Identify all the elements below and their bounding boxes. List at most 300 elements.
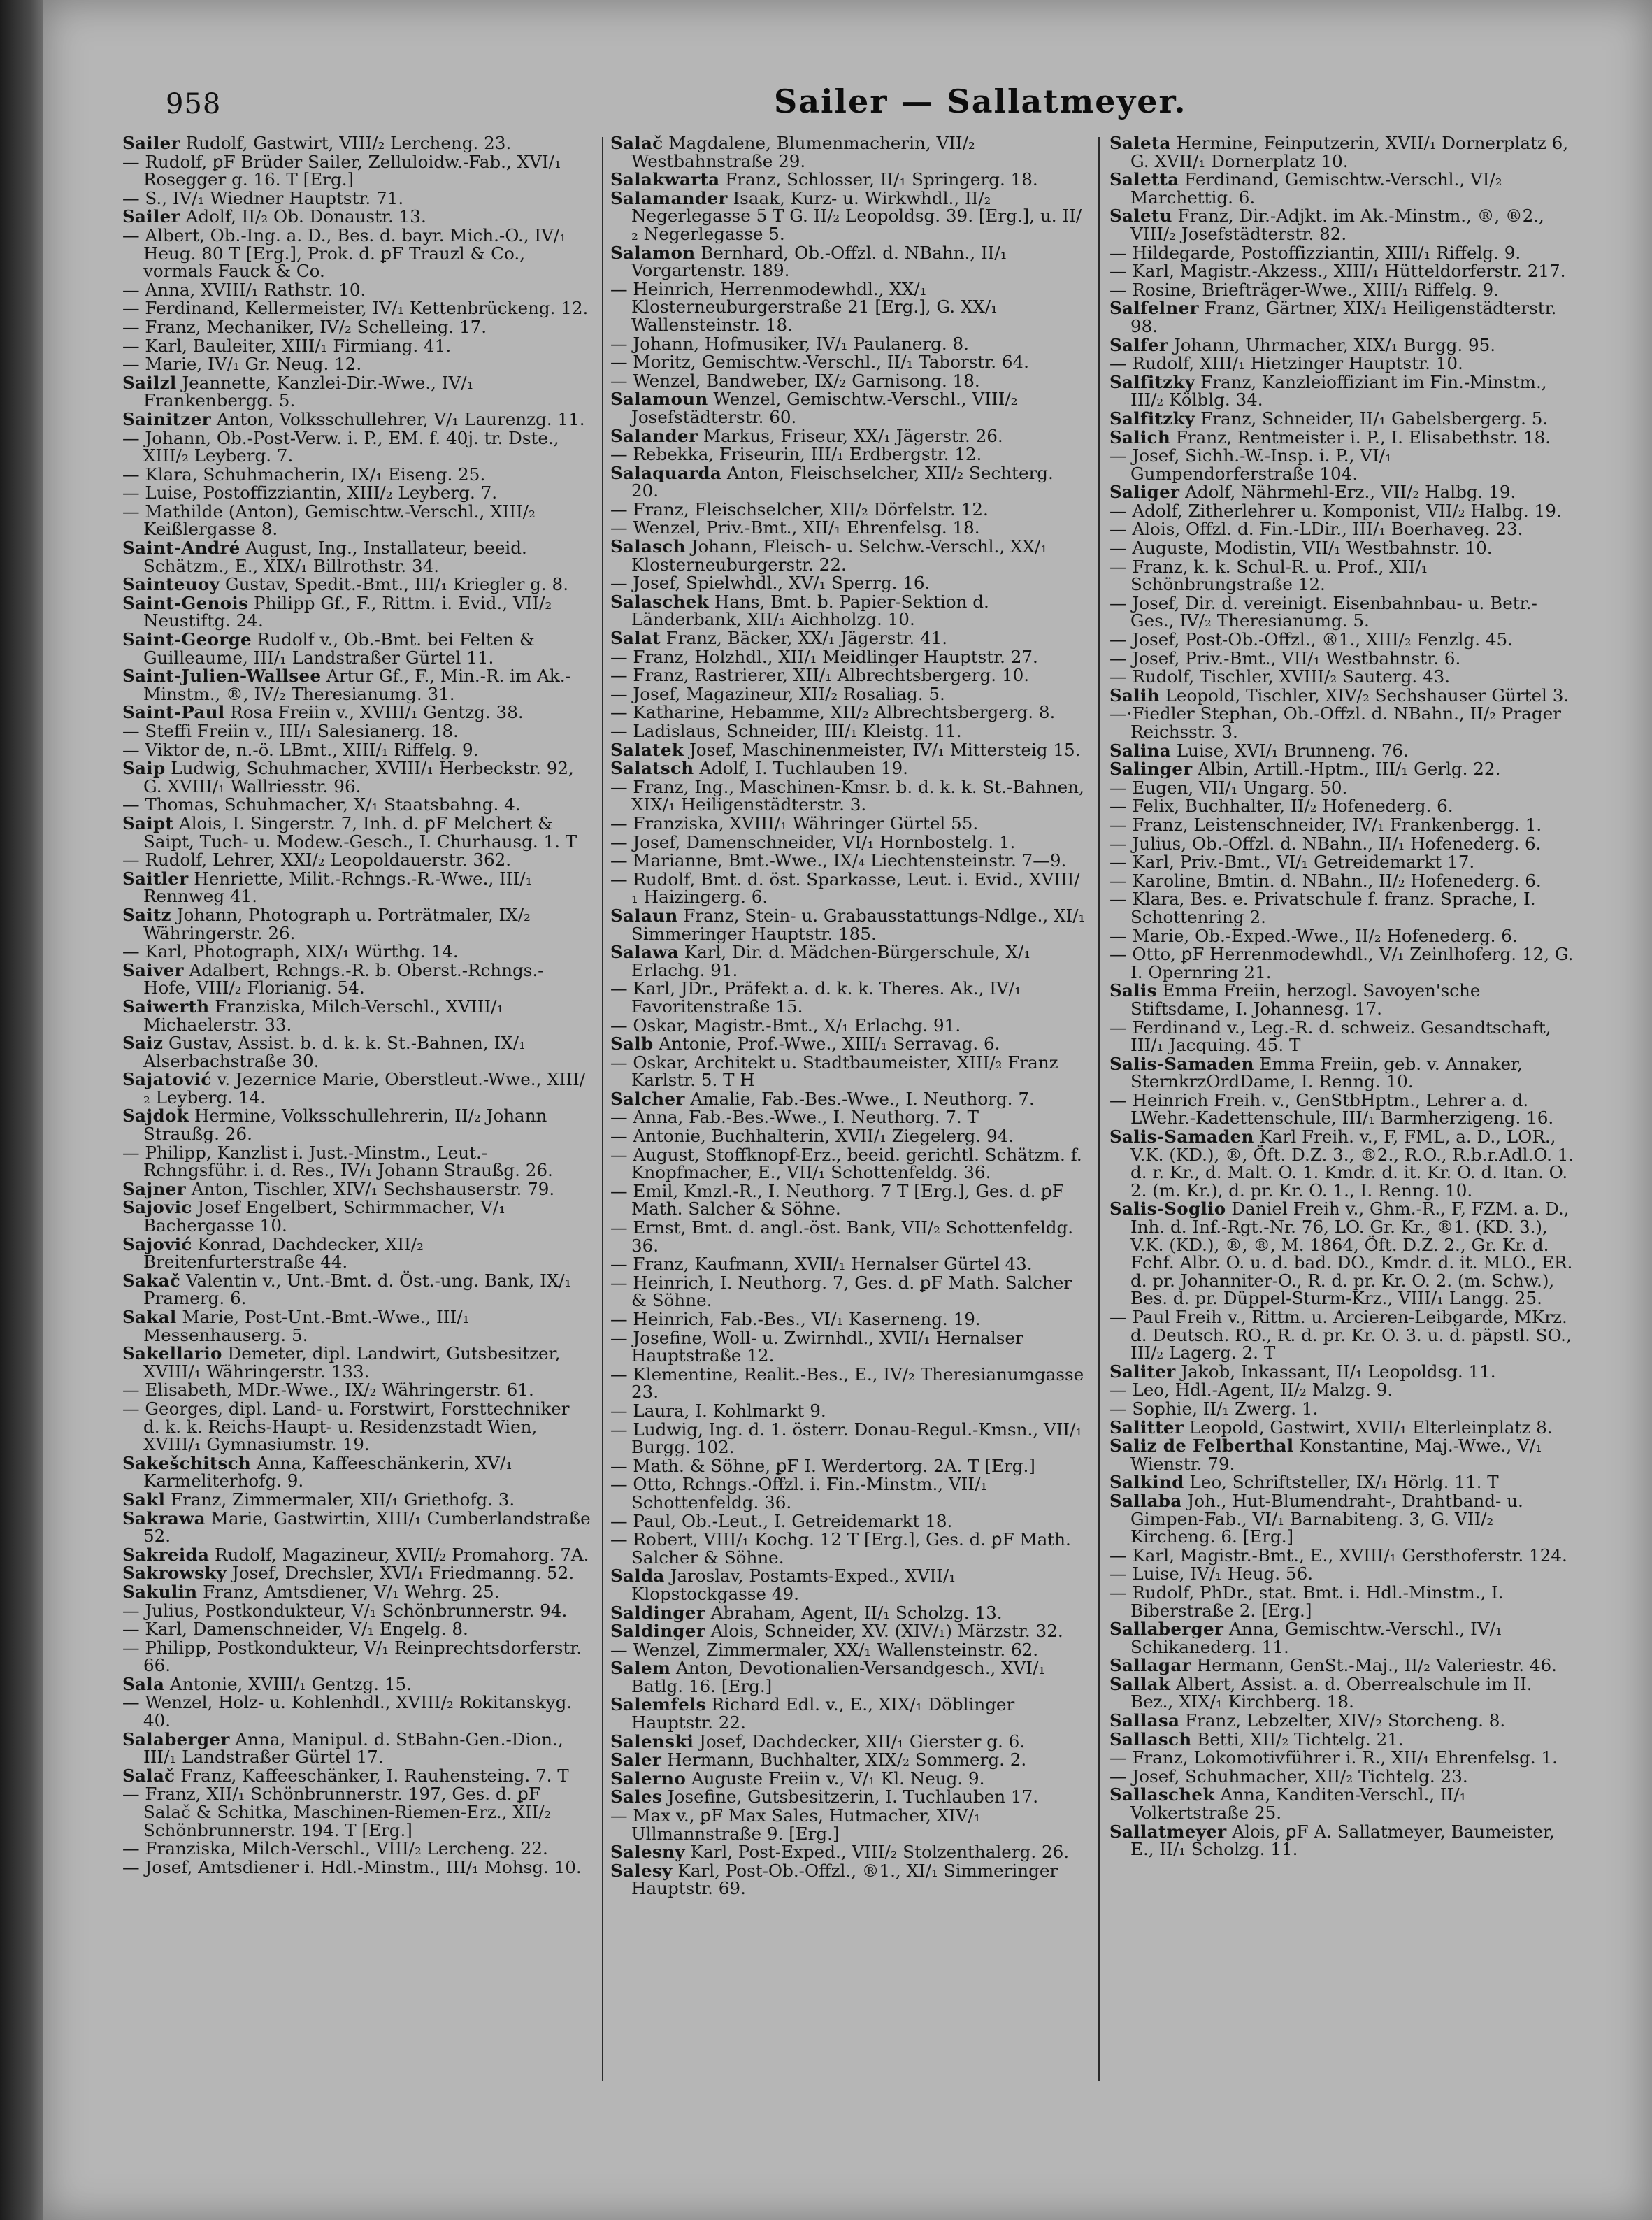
entry-details: — Ladislaus, Schneider, III/₁ Kleistg. 11. (610, 721, 962, 741)
directory-entry (122, 1728, 591, 1768)
entry-details: Valentin v., Unt.-Bmt. d. Öst.-ung. Bank, IX/₁ Pramerg. 6. (143, 1270, 572, 1309)
entry-details: Marie, Post-Unt.-Bmt.-Wwe., III/₁ Messenhauserg. 5. (143, 1307, 470, 1345)
entry-surname: Salatsch (610, 758, 694, 779)
entry-surname: Salinger (1109, 759, 1193, 780)
entry-details: — Ernst, Bmt. d. angl.-öst. Bank, VII/₂ Schottenfeldg. 36. (610, 1217, 1074, 1256)
directory-entry (1109, 1823, 1576, 1859)
directory-entry (1109, 539, 1576, 557)
entry-details: — August, Stoffknopf-Erz., beeid. gerichtl. Schätzm. f. Knopfmacher, E., VII/₁ Schottenfeldg. 36. (610, 1144, 1082, 1183)
directory-entry (122, 281, 591, 299)
entry-details: — Adolf, Zitherlehrer u. Komponist, VII/₂ Halbg. 19. (1109, 500, 1562, 521)
entry-details: — Julius, Postkondukteur, V/₁ Schönbrunnerstr. 94. (122, 1600, 568, 1621)
entry-surname: Sallaschek (1109, 1784, 1215, 1805)
entry-surname: Salfelner (1109, 298, 1199, 319)
entry-details: — Josef, Spielwhdl., XV/₁ Sperrg. 16. (610, 573, 931, 594)
entry-details: — Julius, Ob.-Offzl. d. NBahn., II/₁ Hofenederg. 6. (1109, 833, 1542, 854)
directory-entry (1109, 816, 1576, 834)
directory-entry (610, 1622, 1086, 1640)
entry-details: Bernhard, Ob.-Offzl. d. NBahn., II/₁ Vorgartenstr. 189. (631, 242, 1007, 281)
entry-details: — Thomas, Schuhmacher, X/₁ Staatsbahng. 4. (122, 794, 521, 815)
directory-entry (1109, 1437, 1576, 1473)
entry-details: Franz, Gärtner, XIX/₁ Heiligenstädterstr. 98. (1130, 298, 1557, 336)
entry-details: — Josef, Amtsdiener i. Hdl.-Minstm., III/₁ Mohsg. 10. (122, 1856, 582, 1877)
directory-entry (1109, 647, 1576, 668)
directory-entry (122, 1308, 591, 1344)
entry-details: Antonie, Prof.-Wwe., XIII/₁ Serravag. 6. (653, 1033, 1000, 1054)
entry-details: — Steffi Freiin v., III/₁ Salesianerg. 18. (122, 721, 459, 741)
page-number: 958 (166, 88, 222, 120)
book-gutter-shadow (0, 0, 43, 2220)
directory-entry (610, 171, 1086, 189)
entry-surname: Salem (610, 1658, 671, 1679)
entry-details: — Ferdinand v., Leg.-R. d. schweiz. Gesandtschaft, III/₁ Jacquing. 45. T (1109, 1017, 1551, 1056)
entry-surname: Saletu (1109, 206, 1172, 227)
entry-details: Jakob, Inkassant, II/₁ Leopoldsg. 11. (1175, 1361, 1496, 1382)
directory-entry (610, 1770, 1086, 1788)
directory-entry (1109, 1712, 1576, 1730)
directory-entry (122, 1180, 591, 1198)
entry-details: Isaak, Kurz- u. Wirkwhdl., II/₂ Negerlegasse 5 T G. II/₂ Leopoldsg. 39. [Erg.], u. II/₂ Negerlegasse 5. (631, 187, 1082, 244)
directory-entry (610, 1402, 1086, 1420)
directory-entry (122, 1546, 591, 1564)
entry-details: — Wenzel, Bandweber, IX/₂ Garnisong. 18. (610, 370, 980, 391)
entry-details: — Josef, Post-Ob.-Offzl., ®1., XIII/₂ Fenzlg. 45. (1109, 629, 1513, 650)
entry-details: Franziska, Milch-Verschl., XVIII/₁ Michaelerstr. 33. (143, 996, 504, 1035)
directory-entry (122, 1454, 591, 1490)
entry-details: Anton, Volksschullehrer, V/₁ Laurenzg. 11. (210, 408, 585, 429)
directory-entry (610, 943, 1086, 979)
entry-details: Abraham, Agent, II/₁ Scholzg. 13. (705, 1602, 1003, 1623)
entry-details: — Marianne, Bmt.-Wwe., IX/₄ Liechtensteinstr. 7—9. (610, 850, 1067, 871)
entry-details: — Franz, Holzhdl., XII/₁ Meidlinger Hauptstr. 27. (610, 646, 1038, 667)
directory-entry (1109, 1473, 1576, 1491)
directory-entry (610, 280, 1086, 334)
directory-entry (1109, 1400, 1576, 1418)
directory-entry (1109, 1128, 1576, 1199)
entry-details: Alois, Schneider, XV. (XIV/₁) Märzstr. 32. (705, 1621, 1063, 1642)
directory-entry (610, 629, 1086, 647)
directory-entry (610, 593, 1086, 629)
entry-details: Marie, Gastwirtin, XIII/₁ Cumberlandstraße 52. (143, 1508, 591, 1547)
entry-details: Josef, Maschinenmeister, IV/₁ Mittersteig 15. (684, 739, 1081, 760)
directory-entry (122, 870, 591, 905)
directory-entry (610, 1035, 1086, 1053)
entry-details: Albert, Assist. a. d. Oberrealschule im II. Bez., XIX/₁ Kirchberg. 18. (1130, 1673, 1532, 1712)
entry-surname: Sailer (122, 206, 180, 227)
directory-entry (610, 980, 1086, 1015)
entry-details: Josef, Drechsler, XVI/₁ Friedmanng. 52. (227, 1563, 575, 1584)
entry-details: — Josef, Dir. d. vereinigt. Eisenbahnbau- u. Betr.-Ges., IV/₂ Theresianumg. 5. (1109, 592, 1537, 631)
entry-details: Anna, Kanditen-Verschl., II/₁ Volkertstraße 25. (1130, 1784, 1467, 1824)
entry-surname: Sallasch (1109, 1728, 1192, 1749)
directory-entry (610, 1310, 1086, 1329)
directory-entry (122, 906, 591, 942)
directory-entry (610, 1862, 1086, 1898)
directory-entry (122, 318, 591, 336)
directory-entry (610, 574, 1086, 592)
entry-details: Franz, Dir.-Adjkt. im Ak.-Minstm., ®, ®2., VIII/₂ Josefstädterstr. 82. (1130, 206, 1544, 244)
entry-details: — S., IV/₁ Wiedner Hauptstr. 71. (122, 187, 404, 208)
entry-details: v. Jezernice Marie, Oberstleut.-Wwe., XIII/₂ Leyberg. 14. (143, 1069, 586, 1108)
directory-entry (1109, 890, 1576, 926)
entry-details: — Heinrich, Fab.-Bes., VI/₁ Kaserneng. 19. (610, 1309, 981, 1329)
directory-entry (1109, 244, 1576, 262)
entry-details: — Franz, k. k. Schul-R. u. Prof., XII/₁ Schönbrungstraße 12. (1109, 556, 1428, 595)
entry-details: Franz, Zimmermaler, XII/₁ Griethofg. 3. (165, 1489, 515, 1510)
entry-surname: Saipt (122, 812, 174, 833)
entry-surname: Salesny (610, 1842, 685, 1863)
directory-entry (122, 998, 591, 1033)
directory-entry (122, 1785, 591, 1839)
entry-details: — Felix, Buchhalter, II/₂ Hofenederg. 6. (1109, 796, 1453, 817)
directory-entry (610, 1512, 1086, 1531)
entry-details: Leopold, Gastwirt, XVII/₁ Elterleinplatz 8. (1184, 1417, 1553, 1438)
directory-entry (610, 1807, 1086, 1842)
entry-surname: Sallaberger (1109, 1619, 1224, 1640)
directory-entry (1109, 262, 1576, 280)
entry-details: Hermann, Buchhalter, XIX/₂ Sommerg. 2. (661, 1749, 1027, 1770)
directory-entry (610, 134, 1086, 170)
entry-surname: Salitter (1109, 1417, 1184, 1438)
entry-details: — Heinrich, Herrenmodewhdl., XX/₁ Klosterneuburgerstraße 21 [Erg.], G. XX/₁ Wallensteinstr. 18. (610, 278, 998, 335)
directory-entry (610, 648, 1086, 666)
directory-entry (122, 1675, 591, 1693)
directory-entry (1109, 520, 1576, 538)
entry-surname: Sajović (122, 1233, 192, 1254)
entry-details: Ludwig, Schuhmacher, XVIII/₁ Herbeckstr. 92, G. XVIII/₁ Wallriesstr. 96. (143, 758, 574, 796)
directory-entry (610, 1733, 1086, 1751)
entry-details: Franz, Amtsdiener, V/₁ Wehrg. 25. (197, 1581, 500, 1602)
entry-surname: Saldinger (610, 1621, 705, 1642)
directory-entry (122, 1639, 591, 1675)
directory-entry (122, 539, 591, 575)
directory-entry (122, 1070, 591, 1106)
entry-details: — Karl, Magistr.-Bmt., E., XVIII/₁ Gersthoferstr. 124. (1109, 1545, 1567, 1566)
entry-details: Hermann, GenSt.-Maj., II/₂ Valeriestr. 46. (1191, 1655, 1557, 1676)
directory-entry (122, 722, 591, 740)
directory-entry (122, 1564, 591, 1582)
directory-entry (122, 1491, 591, 1509)
directory-entry (1109, 1492, 1576, 1546)
entry-details: — Philipp, Postkondukteur, V/₁ Reinprechtsdorferstr. 66. (122, 1637, 582, 1676)
entry-surname: Saint-Genois (122, 592, 249, 613)
entry-surname: Sajatović (122, 1069, 212, 1090)
directory-entry (610, 1146, 1086, 1182)
entry-details: — Anna, XVIII/₁ Rathstr. 10. (122, 279, 366, 300)
entry-details: Gustav, Assist. b. d. k. k. St.-Bahnen, IX/₁ Alserbachstraße 30. (143, 1033, 526, 1071)
page-header (166, 83, 1620, 131)
directory-entry (610, 778, 1086, 814)
directory-entry (1109, 1675, 1576, 1711)
directory-entry (1109, 945, 1576, 981)
entry-details: — Franz, Fleischselcher, XII/₂ Dörfelstr. 12. (610, 499, 989, 520)
entry-details: — Moritz, Gemischtw.-Verschl., II/₁ Taborstr. 64. (610, 352, 1030, 373)
entry-details: — Rudolf, ꝑF Brüder Sailer, Zelluloidw.-Fab., XVI/₁ Rosegger g. 16. T [Erg.] (122, 151, 561, 190)
entry-surname: Saliter (1109, 1361, 1176, 1382)
entry-surname: Sallak (1109, 1673, 1171, 1694)
directory-entry (610, 501, 1086, 519)
entry-details: — Franz, Leistenschneider, IV/₁ Frankenbergg. 1. (1109, 814, 1542, 835)
directory-entry (122, 1856, 591, 1877)
entry-details: — Otto, Rchngs.-Offzl. i. Fin.-Minstm., VII/₁ Schottenfeldg. 36. (610, 1474, 988, 1512)
entry-surname: Salač (122, 1765, 175, 1786)
entry-details: Anna, Manipul. d. StBahn-Gen.-Dion., III/₁ Landstraßer Gürtel 17. (143, 1728, 563, 1768)
entry-details: Adolf, II/₂ Ob. Donaustr. 13. (180, 206, 426, 227)
entry-details: — Karl, Bauleiter, XIII/₁ Firmiang. 41. (122, 335, 452, 356)
entry-details: — Klara, Bes. e. Privatschule f. franz. Sprache, I. Schottenring 2. (1109, 889, 1536, 927)
entry-details: — Emil, Kmzl.-R., I. Neuthorg. 7 T [Erg.], Ges. d. ꝑF Math. Salcher & Söhne. (610, 1180, 1064, 1219)
directory-entry (122, 224, 591, 282)
directory-entry (122, 355, 591, 373)
directory-entry (610, 1751, 1086, 1769)
directory-entry (610, 519, 1086, 537)
entry-surname: Sailzl (122, 372, 177, 393)
entry-surname: Sakrawa (122, 1508, 206, 1528)
entry-details: Jeannette, Kanzlei-Dir.-Wwe., IV/₁ Frankenbergg. 5. (143, 372, 474, 411)
directory-entry (610, 335, 1086, 353)
directory-entry (1109, 835, 1576, 853)
entry-details: — Luise, Postoffizziantin, XIII/₂ Leyberg. 7. (122, 482, 498, 503)
directory-entry (610, 666, 1086, 685)
directory-entry (1109, 1749, 1576, 1767)
directory-entry (610, 759, 1086, 778)
entry-details: Josef Engelbert, Schirmmacher, V/₁ Bachergasse 10. (143, 1197, 505, 1236)
directory-entry (1109, 355, 1576, 373)
directory-entry (1109, 1784, 1576, 1824)
directory-entry (1109, 483, 1576, 501)
directory-entry (1109, 1055, 1576, 1091)
entry-details: — Math. & Söhne, ꝑF I. Werdertorg. 2A. T [Erg.] (610, 1455, 1035, 1476)
directory-entry (610, 868, 1086, 908)
entry-details: — Eugen, VII/₁ Ungarg. 50. (1109, 777, 1348, 798)
entry-details: Anna, Gemischtw.-Verschl., IV/₁ Schikanederg. 11. (1130, 1619, 1502, 1657)
directory-entry (1109, 1419, 1576, 1437)
entry-details: — Paul, Ob.-Leut., I. Getreidemarkt 18. (610, 1510, 953, 1531)
directory-entry (610, 685, 1086, 703)
column-divider (1098, 137, 1100, 2081)
entry-details: — Josef, Priv.-Bmt., VII/₁ Westbahnstr. 6. (1109, 647, 1461, 668)
directory-entry (610, 812, 1086, 833)
entry-details: — Anna, Fab.-Bes.-Wwe., I. Neuthorg. 7. T (610, 1107, 979, 1128)
entry-surname: Salamon (610, 242, 696, 263)
directory-entry (610, 244, 1086, 280)
directory-entry (1109, 1363, 1576, 1381)
directory-entry (610, 445, 1086, 464)
directory-entry (122, 594, 591, 630)
directory-entry (122, 337, 591, 355)
directory-entry (122, 1510, 591, 1545)
entry-surname: Salakwarta (610, 169, 720, 190)
entry-details: — Katharine, Hebamme, XII/₂ Albrechtsbergerg. 8. (610, 702, 1056, 723)
entry-details: — Alois, Offzl. d. Fin.-LDir., III/₁ Boerhaveg. 23. (1109, 519, 1523, 540)
entry-details: — Franziska, XVIII/₁ Währinger Gürtel 55. (610, 812, 979, 833)
entry-surname: Salerno (610, 1768, 687, 1789)
directory-entry (1109, 171, 1576, 206)
directory-entry (610, 1788, 1086, 1806)
entry-details: Hans, Bmt. b. Papier-Sektion d. Länderbank, XII/₁ Aichholzg. 10. (631, 591, 989, 630)
entry-details: — Heinrich, I. Neuthorg. 7, Ges. d. ꝑF Math. Salcher & Söhne. (610, 1272, 1072, 1311)
entry-surname: Saip (122, 758, 166, 779)
entry-details: — Karl, Photograph, XIX/₁ Würthg. 14. (122, 941, 459, 962)
entry-surname: Saleta (1109, 134, 1171, 153)
entry-surname: Salesy (610, 1860, 673, 1881)
entry-details: — Viktor de, n.-ö. LBmt., XIII/₁ Riffelg. 9. (122, 739, 479, 760)
entry-details: — Leo, Hdl.-Agent, II/₂ Malzg. 9. (1109, 1380, 1393, 1401)
entry-details: — Karl, Damenschneider, V/₁ Engelg. 8. (122, 1619, 468, 1640)
entry-details: — Wenzel, Zimmermaler, XX/₁ Wallensteinstr. 62. (610, 1639, 1039, 1660)
entry-details: — Albert, Ob.-Ing. a. D., Bes. d. bayr. Mich.-O., IV/₁ Heug. 80 T [Erg.], Prok. d. ꝑF Trauzl & Co., vormals Fauck & Co. (122, 224, 567, 282)
directory-entry (610, 1329, 1086, 1365)
directory-entry (1109, 1308, 1576, 1362)
entry-details: — Josef, Magazineur, XII/₂ Rosaliag. 5. (610, 683, 945, 704)
directory-entry (610, 372, 1086, 390)
running-title: Sailer — Sallatmeyer. (774, 83, 1187, 120)
directory-entry (610, 1182, 1086, 1218)
entry-details: — Rudolf, Lehrer, XXI/₂ Leopoldauerstr. 362. (122, 850, 512, 871)
directory-entry (122, 1602, 591, 1620)
directory-entry (122, 851, 591, 869)
entry-surname: Sainitzer (122, 408, 211, 429)
entry-surname: Salasch (610, 536, 686, 557)
directory-entry (1109, 558, 1576, 594)
directory-entry (610, 1641, 1086, 1659)
entry-surname: Sala (122, 1673, 165, 1694)
entry-details: Josef, Dachdecker, XII/₁ Gierster g. 6. (694, 1731, 1026, 1752)
entry-surname: Sajovic (122, 1197, 192, 1218)
directory-entry (122, 943, 591, 961)
directory-entry (610, 907, 1086, 943)
directory-entry (1109, 760, 1576, 778)
directory-entry (1109, 1656, 1576, 1675)
entry-surname: Saint-André (122, 538, 240, 559)
entry-surname: Salaquarda (610, 462, 722, 483)
column-1 (122, 134, 591, 2085)
entry-details: Luise, XVI/₁ Brunneng. 76. (1171, 740, 1409, 761)
directory-entry (122, 1620, 591, 1638)
directory-entry (1109, 447, 1576, 482)
entry-details: — Luise, IV/₁ Heug. 56. (1109, 1563, 1314, 1584)
directory-entry (610, 1255, 1086, 1273)
entry-details: Franz, Kanzleioffiziant im Fin.-Minstm., III/₂ Kölblg. 34. (1130, 371, 1547, 410)
entry-details: Adolf, Nährmehl-Erz., VII/₂ Halbg. 19. (1179, 482, 1516, 503)
entry-details: — Antonie, Buchhalterin, XVII/₁ Ziegelerg. 94. (610, 1126, 1014, 1147)
entry-surname: Saitler (122, 868, 189, 889)
entry-details: Leo, Schriftsteller, IX/₁ Hörlg. 11. T (1184, 1472, 1499, 1493)
directory-entry (1109, 1728, 1576, 1749)
entry-details: Ferdinand, Gemischtw.-Verschl., VI/₂ Marchettig. 6. (1130, 169, 1502, 208)
entry-details: Emma Freiin, geb. v. Annaker, SternkrzOrdDame, I. Renng. 10. (1130, 1053, 1523, 1092)
entry-details: — Wenzel, Holz- u. Kohlenhdl., XVIII/₂ Rokitanskyg. 40. (122, 1692, 573, 1731)
entry-details: August, Ing., Installateur, beeid. Schätzm., E., XIX/₁ Billrothstr. 34. (143, 538, 527, 576)
entry-details: — Johann, Hofmusiker, IV/₁ Paulanerg. 8. (610, 333, 969, 354)
entry-surname: Sakač (122, 1270, 181, 1291)
entry-details: Amalie, Fab.-Bes.-Wwe., I. Neuthorg. 7. (684, 1088, 1035, 1109)
directory-entry (610, 1274, 1086, 1310)
directory-entry (122, 189, 591, 208)
entry-surname: Saitz (122, 904, 171, 925)
directory-entry (1109, 631, 1576, 649)
entry-details: — Elisabeth, MDr.-Wwe., IX/₂ Währingerstr. 61. (122, 1380, 534, 1401)
directory-entry (122, 374, 591, 410)
directory-entry (122, 1198, 591, 1234)
directory-entry (610, 852, 1086, 870)
entry-details: Konrad, Dachdecker, XII/₂ Breitenfurterstraße 44. (143, 1233, 424, 1273)
entry-surname: Sallasa (1109, 1710, 1180, 1731)
directory-entry (122, 1583, 591, 1601)
entry-surname: Salcher (610, 1088, 685, 1109)
entry-details: Johann, Photograph u. Porträtmaler, IX/₂ Währingerstr. 26. (143, 904, 531, 943)
entry-surname: Salat (610, 628, 661, 649)
entry-details: — Philipp, Kanzlist i. Just.-Minstm., Leut.-Rchngsführ. i. d. Res., IV/₁ Johann Straußg. 26. (122, 1142, 553, 1181)
directory-entry (122, 796, 591, 814)
entry-surname: Salfer (1109, 334, 1169, 355)
directory-entry (122, 631, 591, 666)
directory-entry (610, 1219, 1086, 1254)
entry-surname: Sajdok (122, 1105, 189, 1126)
directory-entry (122, 667, 591, 703)
entry-surname: Salfitzky (1109, 371, 1195, 392)
directory-entry (1109, 1200, 1576, 1308)
entry-details: Johann, Uhrmacher, XIX/₁ Burgg. 95. (1168, 334, 1496, 355)
directory-entry (610, 353, 1086, 371)
entry-details: Anton, Tischler, XIV/₁ Sechshauserstr. 79. (185, 1178, 555, 1199)
directory-entry (610, 1659, 1086, 1695)
entry-details: Karl, Dir. d. Mädchen-Bürgerschule, X/₁ Erlachg. 91. (631, 942, 1031, 980)
entry-details: Adolf, I. Tuchlauben 19. (694, 758, 908, 779)
entry-details: — Otto, ꝑF Herrenmodewhdl., V/₁ Zeinlhoferg. 12, G. I. Opernring 21. (1109, 944, 1574, 982)
directory-entry (1109, 207, 1576, 243)
entry-details: Henriette, Milit.-Rchngs.-R.-Wwe., III/₁ Rennweg 41. (143, 868, 533, 907)
directory-entry (610, 1696, 1086, 1731)
directory-entry (122, 759, 591, 795)
directory-entry (610, 427, 1086, 445)
entry-surname: Salina (1109, 740, 1171, 761)
entry-details: — Franz, XII/₁ Schönbrunnerstr. 197, Ges. d. ꝑF Salač & Schitka, Maschinen-Riemen-Erz., XII/₂ Schönbrunnerstr. 194. T [Erg.] (122, 1784, 552, 1840)
directory-entry (122, 1345, 591, 1380)
directory-entry (610, 1108, 1086, 1126)
entry-details: Antonie, XVIII/₁ Gentzg. 15. (164, 1673, 412, 1694)
directory-entry (610, 390, 1086, 426)
directory-entry (122, 466, 591, 484)
entry-surname: Salda (610, 1566, 665, 1587)
entry-details: — Rudolf, PhDr., stat. Bmt. i. Hdl.-Minstm., I. Biberstraße 2. [Erg.] (1109, 1582, 1504, 1621)
directory-entry (122, 1381, 591, 1399)
directory-entry (610, 538, 1086, 573)
directory-entry (610, 1421, 1086, 1456)
entry-details: Anna, Kaffeeschänkerin, XV/₁ Karmeliterhofg. 9. (143, 1452, 512, 1491)
entry-surname: Salamander (610, 187, 728, 208)
directory-entry (122, 1840, 591, 1858)
directory-entry (610, 1363, 1086, 1403)
directory-entry (610, 1054, 1086, 1089)
directory-entry (1109, 134, 1576, 170)
entry-details: Jaroslav, Postamts-Exped., XVII/₁ Klopstockgasse 49. (631, 1566, 956, 1604)
entry-details: — Klementine, Realit.-Bes., E., IV/₂ Theresianumgasse 23. (610, 1363, 1084, 1403)
entry-surname: Sakulin (122, 1581, 198, 1602)
entry-details: Leopold, Tischler, XIV/₂ Sechshauser Gürtel 3. (1159, 685, 1570, 706)
entry-details: — Mathilde (Anton), Gemischtw.-Verschl., XIII/₂ Keißlergasse 8. (122, 501, 536, 540)
directory-entry (1109, 742, 1576, 760)
directory-entry (1109, 1768, 1576, 1786)
entry-details: — Oskar, Magistr.-Bmt., X/₁ Erlachg. 91. (610, 1015, 961, 1036)
directory-entry (610, 1090, 1086, 1108)
directory-entry (122, 410, 591, 429)
entry-details: Joh., Hut-Blumendraht-, Drahtband- u. Gimpen-Fab., VI/₁ Barnabiteng. 3, G. VII/₂ Kircheng. 6. [Erg.] (1130, 1490, 1523, 1547)
directory-entry (1109, 1381, 1576, 1399)
entry-surname: Salenski (610, 1731, 694, 1752)
entry-details: Franz, Schneider, II/₁ Gabelsbergerg. 5. (1195, 408, 1549, 429)
entry-details: — Karl, Priv.-Bmt., VI/₁ Getreidemarkt 17. (1109, 852, 1475, 873)
